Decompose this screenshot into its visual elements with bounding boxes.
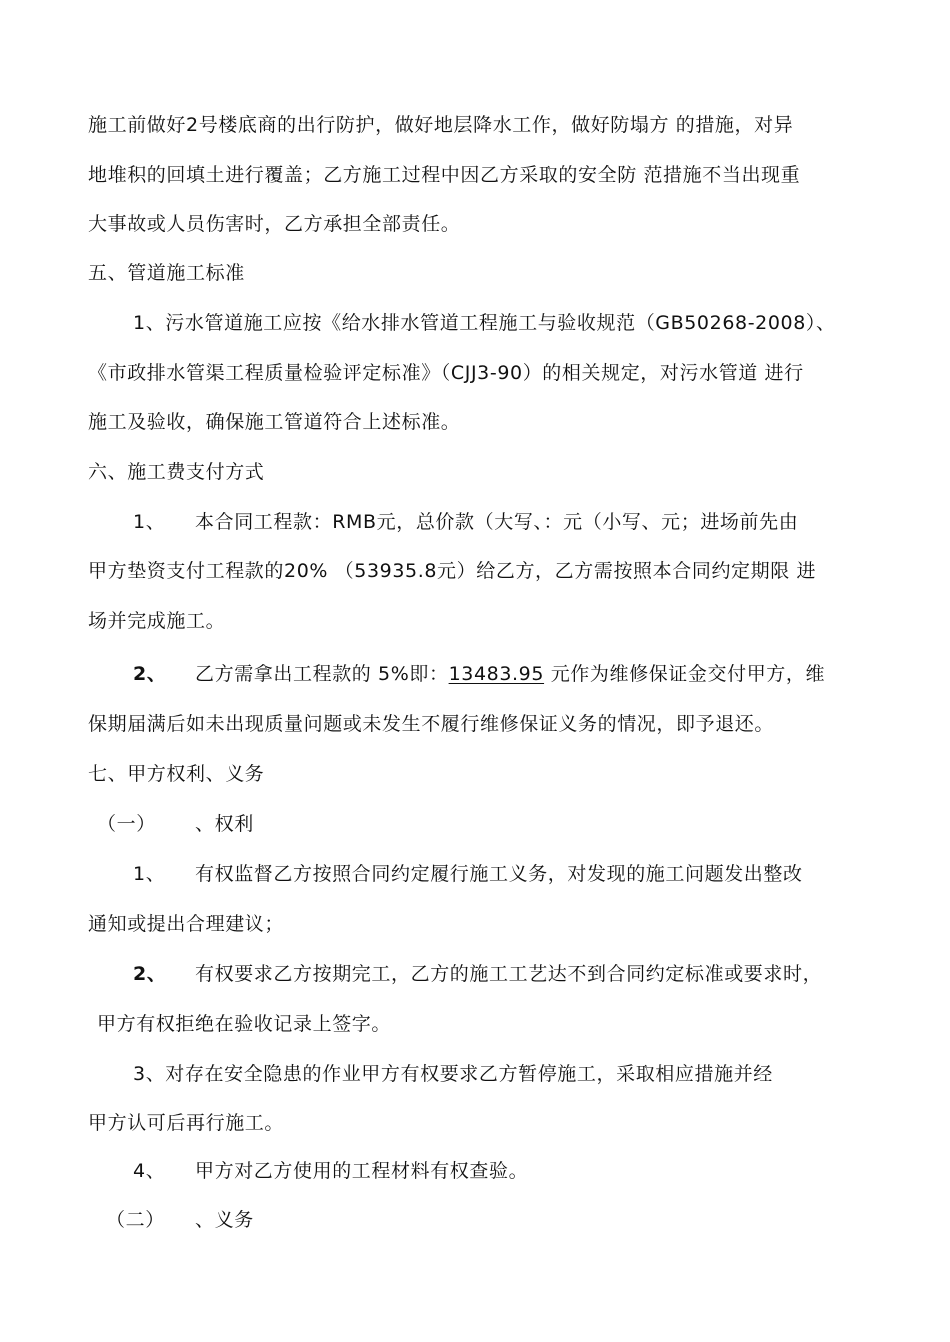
list-text: 元作为维修保证金交付甲方，维 xyxy=(544,663,826,685)
paragraph-line: 场并完成施工。 xyxy=(88,610,226,632)
list-item xyxy=(133,662,825,686)
list-text: 有权要求乙方按期完工，乙方的施工工艺达不到合同约定标准或要求时， xyxy=(195,963,823,985)
list-item xyxy=(133,862,803,886)
list-number: 2、 xyxy=(133,963,167,985)
paragraph-line: 保期届满后如未出现质量问题或未发生不履行维修保证义务的情况，即予退还。 xyxy=(88,713,775,735)
paragraph-line: 施工前做好2号楼底商的出行防护，做好地层降水工作，做好防塌方 的措施，对异 xyxy=(88,114,794,136)
subsection-label: 、义务 xyxy=(195,1209,254,1231)
subsection-label: 、权利 xyxy=(195,813,254,835)
subsection-number: （一） xyxy=(97,813,156,835)
warranty-amount: 13483.95 xyxy=(448,663,545,685)
section-heading-5: 五、管道施工标准 xyxy=(88,262,245,284)
list-item xyxy=(133,1159,528,1183)
paragraph-line: 施工及验收，确保施工管道符合上述标准。 xyxy=(88,411,461,433)
paragraph-line: 甲方垫资支付工程款的20% （53935.8元）给乙方，乙方需按照本合同约定期限 进 xyxy=(88,560,817,582)
subsection-number: （二） xyxy=(106,1209,165,1231)
paragraph-line: 1、污水管道施工应按《给水排水管道工程施工与验收规范（GB50268-2008）、 xyxy=(133,312,836,334)
list-text: 甲方对乙方使用的工程材料有权查验。 xyxy=(195,1160,529,1182)
paragraph-line: 甲方认可后再行施工。 xyxy=(88,1112,285,1134)
list-number: 1、 xyxy=(133,511,166,533)
list-item xyxy=(133,962,822,986)
list-item xyxy=(133,510,798,534)
paragraph-line: 甲方有权拒绝在验收记录上签字。 xyxy=(97,1013,392,1035)
list-number: 2、 xyxy=(133,663,167,685)
list-text: 乙方需拿出工程款的 5%即： xyxy=(195,663,449,685)
list-number: 4、 xyxy=(133,1160,166,1182)
subsection-heading xyxy=(97,812,254,836)
paragraph-line: 《市政排水管渠工程质量检验评定标准》（CJJ3-90）的相关规定，对污水管道 进行 xyxy=(88,362,804,384)
list-number: 1、 xyxy=(133,863,166,885)
section-heading-6: 六、施工费支付方式 xyxy=(88,461,265,483)
paragraph-line: 大事故或人员伤害时，乙方承担全部责任。 xyxy=(88,213,461,235)
paragraph-line: 地堆积的回填土进行覆盖；乙方施工过程中因乙方采取的安全防 范措施不当出现重 xyxy=(88,164,801,186)
section-heading-7: 七、甲方权利、义务 xyxy=(88,763,265,785)
paragraph-line: 通知或提出合理建议； xyxy=(88,913,285,935)
list-text: 有权监督乙方按照合同约定履行施工义务，对发现的施工问题发出整改 xyxy=(195,863,803,885)
subsection-heading xyxy=(106,1208,254,1232)
list-text: 本合同工程款：RMB元，总价款（大写、：元（小写、元；进场前先由 xyxy=(195,511,799,533)
paragraph-line: 3、对存在安全隐患的作业甲方有权要求乙方暂停施工，采取相应措施并经 xyxy=(133,1063,773,1085)
